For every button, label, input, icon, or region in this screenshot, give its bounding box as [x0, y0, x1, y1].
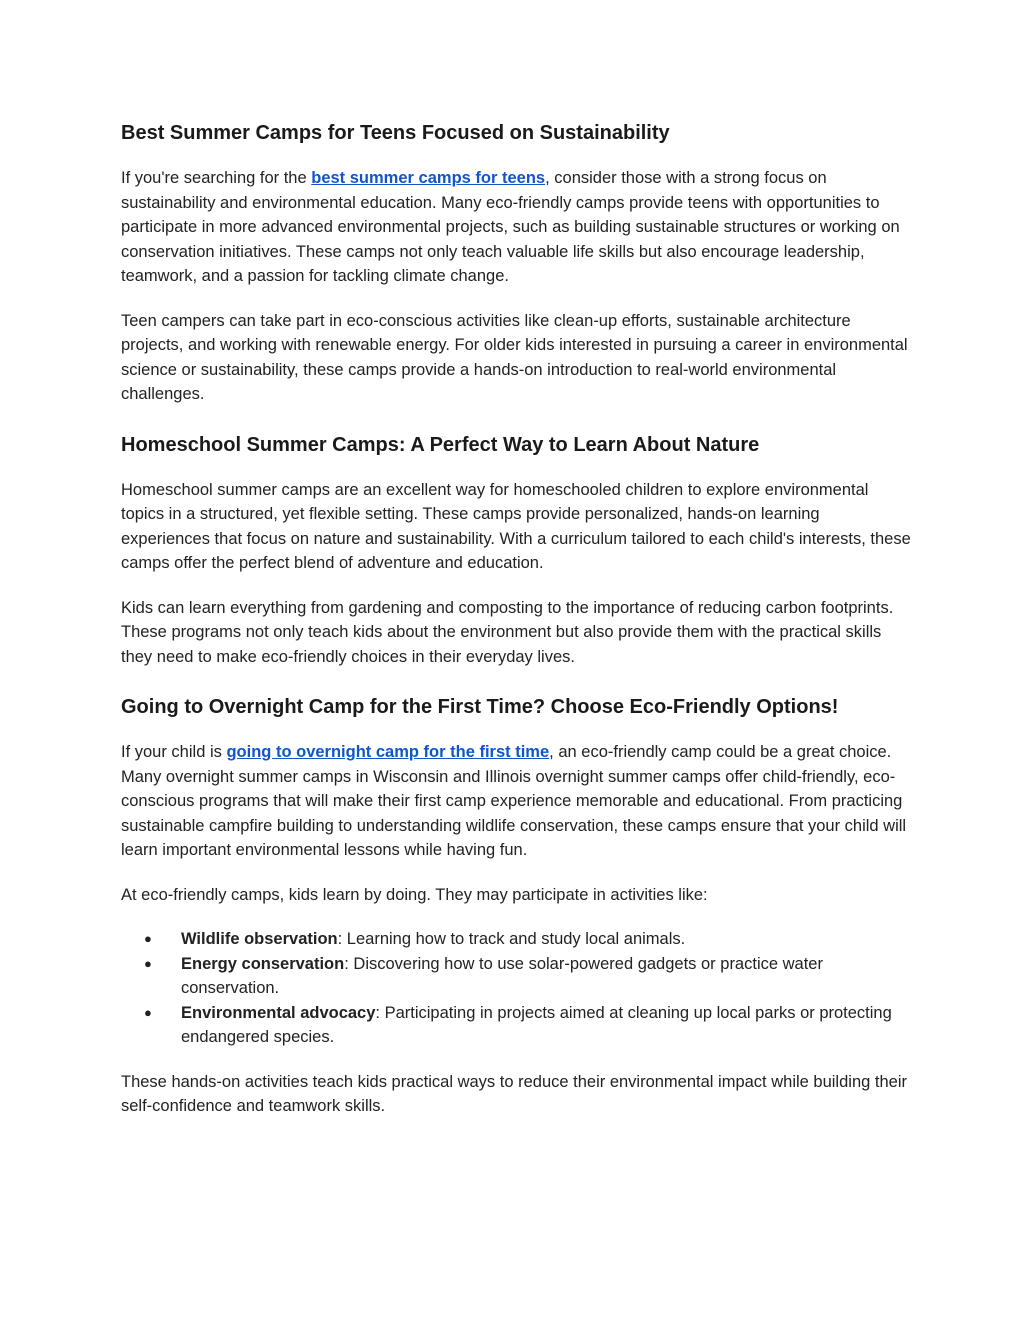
list-item-term: Energy conservation	[181, 954, 345, 973]
list-item	[121, 1001, 911, 1050]
bullet-icon: ●	[144, 931, 152, 946]
paragraph	[121, 740, 911, 863]
document-page	[121, 108, 911, 1119]
paragraph-text: , an eco-friendly camp could be a great choice. Many overnight summer camps in Wisconsin and Illinois overnight summer camps offer child-friendly, eco-conscious programs that will make their first camp experience memorable and educational. From practicing sustainable campfire building to understanding wildlife conservation, these camps ensure that your child will learn important environmental lessons while having fun.	[121, 743, 907, 859]
activities-list	[121, 927, 911, 1050]
list-item	[121, 952, 911, 1001]
paragraph: These hands-on activities teach kids practical ways to reduce their environmental impact while building their self-confidence and teamwork skills.	[121, 1072, 907, 1115]
paragraph: Teen campers can take part in eco-conscious activities like clean-up efforts, sustainable architecture projects, and working with renewable energy. For older kids interested in pursuing a career in environmental science or sustainability, these camps provide a hands-on introduction to real-world environmental challenges.	[121, 311, 908, 403]
bullet-icon: ●	[144, 1004, 152, 1020]
paragraph-text: If you're searching for the	[121, 169, 312, 187]
section-heading-teens: Best Summer Camps for Teens Focused on Sustainability	[121, 122, 670, 144]
paragraph-text: If your child is	[121, 743, 227, 761]
paragraph: Kids can learn everything from gardening and composting to the importance of reducing carbon footprints. These programs not only teach kids about the environment but also provide them with the practical skills they need to make eco-friendly choices in their everyday lives.	[121, 598, 894, 666]
section-heading-overnight: Going to Overnight Camp for the First Time? Choose Eco-Friendly Options!	[121, 696, 839, 718]
section-heading-homeschool: Homeschool Summer Camps: A Perfect Way to Learn About Nature	[121, 433, 760, 456]
best-summer-camps-for-teens-link[interactable]: best summer camps for teens	[311, 169, 546, 187]
list-item-term: Wildlife observation	[181, 930, 338, 948]
list-item	[121, 927, 911, 952]
paragraph-text: , consider those with a strong focus on sustainability and environmental education. Many eco-friendly camps provide teens with opportunities to participate in more advanced environmental projects, such as building sustainable structures or working on conservation initiatives. These camps not only teach valuable life skills but also encourage leadership, teamwork, and a passion for tackling climate change.	[121, 169, 900, 285]
bullet-icon: ●	[144, 955, 152, 971]
list-item-desc: : Discovering how to use solar-powered gadgets or practice water conservation.	[181, 954, 823, 997]
list-item-term: Environmental advocacy	[181, 1003, 376, 1022]
paragraph	[121, 166, 911, 289]
overnight-camp-first-time-link[interactable]: going to overnight camp for the first time	[226, 743, 550, 761]
paragraph: Homeschool summer camps are an excellent way for homeschooled children to explore environmental topics in a structured, yet flexible setting. These camps provide personalized, hands-on learning experiences that focus on nature and sustainability. With a curriculum tailored to each child's interests, these camps offer the perfect blend of adventure and education.	[121, 480, 911, 572]
paragraph: At eco-friendly camps, kids learn by doing. They may participate in activities like:	[121, 885, 708, 904]
list-item-desc: : Learning how to track and study local animals.	[337, 930, 686, 948]
list-item-desc: : Participating in projects aimed at cleaning up local parks or protecting endangered species.	[181, 1003, 892, 1046]
